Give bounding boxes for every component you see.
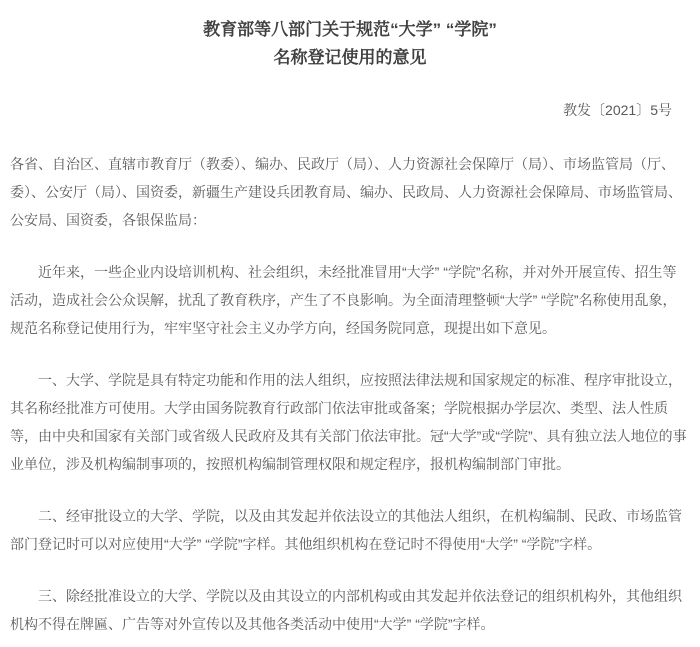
document-title-line-2: 名称登记使用的意见 [273, 48, 427, 67]
section-2-paragraph: 二、经审批设立的大学、学院，以及由其发起并依法设立的其他法人组织，在机构编制、民政、市场监管部门登记时可以对应使用“大学” “学院”字样。其他组织机构在登记时不得使用“大学” “学院”字样。 [10, 508, 682, 552]
section-1-paragraph: 一、大学、学院是具有特定功能和作用的法人组织，应按照法律法规和国家规定的标准、程序审批设立，其名称经批准方可使用。大学由国务院教育行政部门依法审批或备案；学院根据办学层次、类型、法人性质等，由中央和国家有关部门或省级人民政府及其有关部门依法审批。冠“大学”或“学院”、具有独立法人地位的事业单位，涉及机构编制事项的，按照机构编制管理权限和规定程序，报机构编制部门审批。 [10, 372, 687, 472]
document-number: 教发〔2021〕5号 [563, 102, 672, 118]
addressee-paragraph: 各省、自治区、直辖市教育厅（教委）、编办、民政厅（局）、人力资源社会保障厅（局）、市场监管局（厅、委）、公安厅（局）、国资委，新疆生产建设兵团教育局、编办、民政局、人力资源社会保障局、市场监管局、公安局、国资委，各银保监局： [10, 156, 682, 228]
intro-paragraph: 近年来，一些企业内设培训机构、社会组织，未经批准冒用“大学” “学院”名称，并对外开展宣传、招生等活动，造成社会公众误解，扰乱了教育秩序，产生了不良影响。为全面清理整顿“大学” “学院”名称使用乱象，规范名称登记使用行为，牢牢坚守社会主义办学方向，经国务院同意，现提出如下意见。 [10, 264, 677, 336]
section-3-paragraph: 三、除经批准设立的大学、学院以及由其设立的内部机构或由其发起并依法登记的组织机构外，其他组织机构不得在牌匾、广告等对外宣传以及其他各类活动中使用“大学” “学院”字样。 [10, 588, 682, 632]
document-title-line-1: 教育部等八部门关于规范“大学” “学院” [203, 20, 497, 39]
document-title [10, 16, 690, 72]
